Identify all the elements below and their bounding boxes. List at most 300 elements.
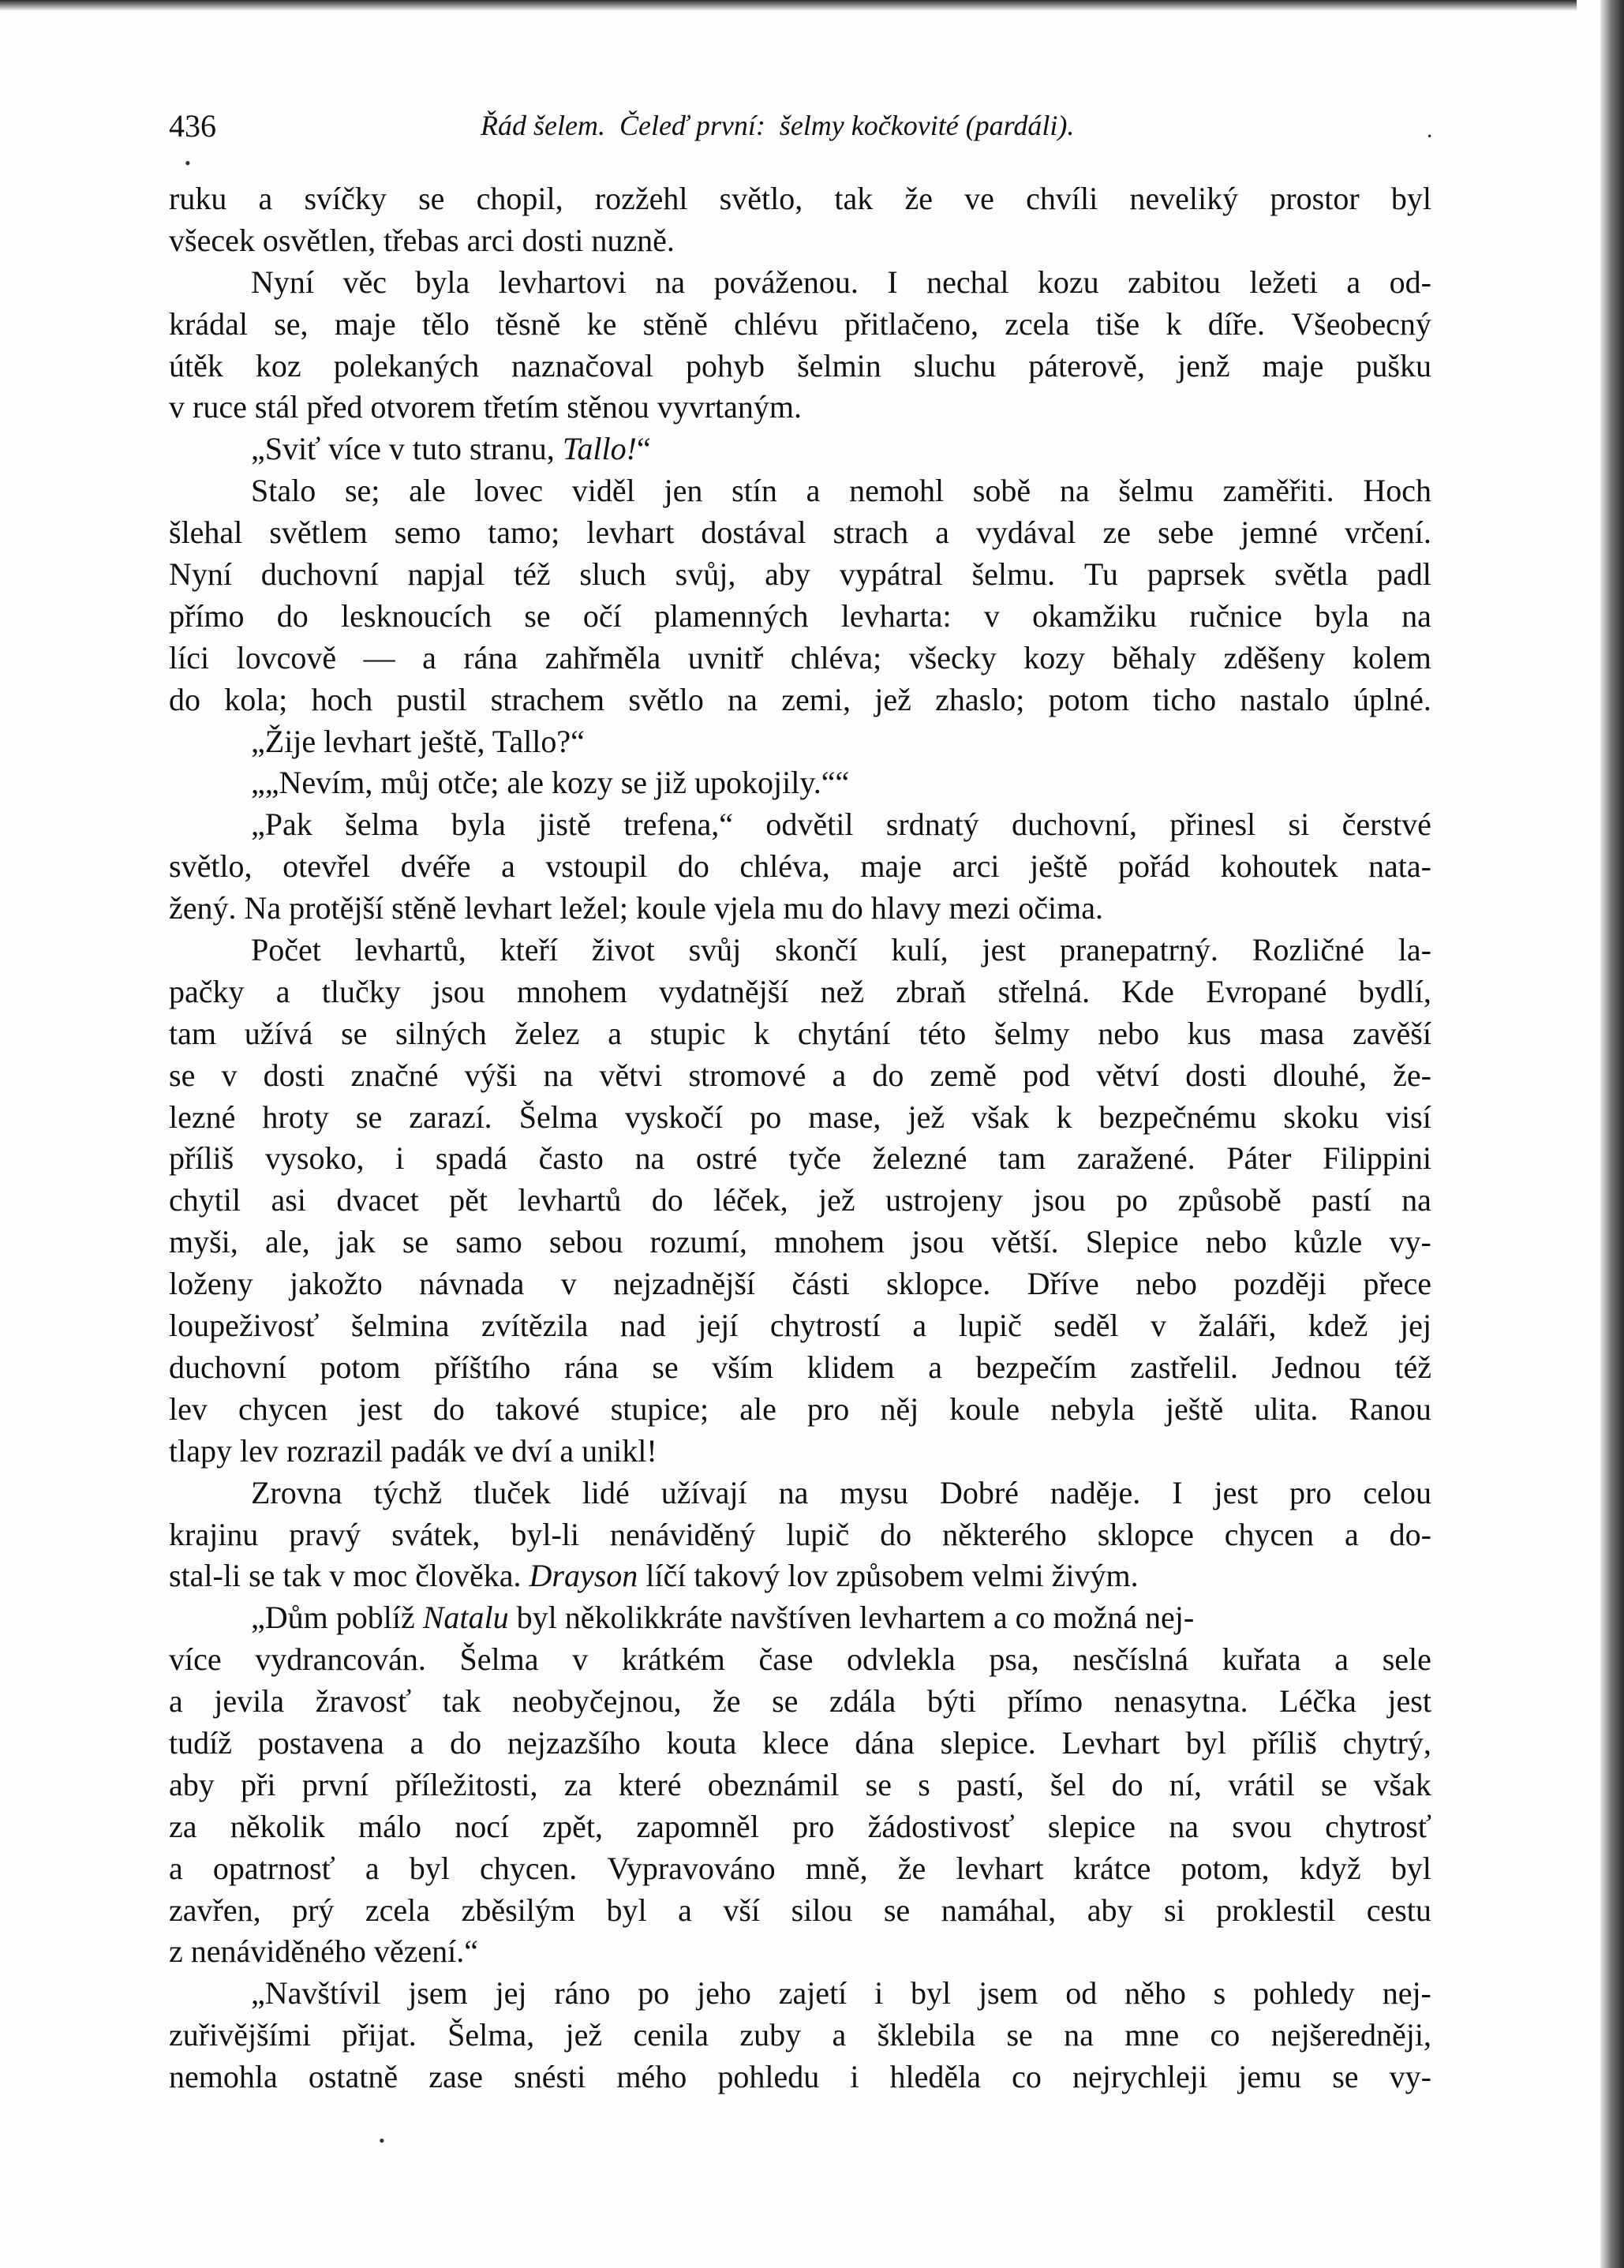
word: po bbox=[638, 1975, 670, 2012]
text-line: „„Nevím, můj otče; ale kozy se již upokojily.““ bbox=[251, 765, 850, 801]
word: zvítězila bbox=[481, 1308, 589, 1344]
word: a bbox=[608, 1015, 623, 1051]
word: při bbox=[241, 1766, 276, 1802]
word: a bbox=[935, 515, 949, 551]
word: příležitosti, bbox=[395, 1766, 538, 1802]
word: nej- bbox=[1382, 1975, 1431, 2012]
word: kola; bbox=[224, 681, 288, 717]
word: hleděla bbox=[889, 2059, 982, 2095]
word: na bbox=[728, 681, 758, 717]
word: na bbox=[634, 1140, 665, 1177]
word: líci bbox=[169, 639, 210, 676]
word: asi bbox=[271, 1182, 306, 1218]
word: zběsilým bbox=[461, 1892, 575, 1928]
word: Filippini bbox=[1323, 1140, 1431, 1177]
word: též bbox=[514, 556, 551, 593]
word: ale bbox=[409, 473, 446, 509]
word: zahřměla bbox=[544, 639, 661, 676]
word: silných bbox=[395, 1015, 487, 1051]
word: do bbox=[872, 1057, 904, 1093]
word: mého bbox=[616, 2059, 687, 2095]
italic-name: Drayson bbox=[529, 1558, 638, 1594]
word: a bbox=[1334, 1641, 1349, 1678]
word: byl bbox=[1185, 1724, 1226, 1761]
word: značné bbox=[350, 1057, 439, 1093]
word: že- bbox=[1393, 1057, 1431, 1093]
word: ležeti bbox=[1249, 264, 1318, 300]
word: lupič bbox=[958, 1308, 1022, 1344]
word: jež bbox=[818, 1182, 855, 1218]
word: nejrychleji bbox=[1072, 2059, 1208, 2095]
word: viděl bbox=[571, 473, 635, 509]
text-line: žený. Na protější stěně levhart ležel; koule vjela mu do hlavy mezi očima. bbox=[169, 890, 1104, 926]
word: jemné bbox=[1240, 515, 1318, 551]
word: se bbox=[865, 1766, 892, 1802]
word: namáhal, bbox=[941, 1892, 1057, 1928]
word: pohledu bbox=[717, 2059, 820, 2095]
word: „Pak bbox=[251, 807, 312, 843]
word: zpět, bbox=[542, 1808, 604, 1844]
word: si bbox=[1288, 807, 1310, 843]
word: cenila bbox=[633, 2017, 709, 2053]
word: ostatně bbox=[308, 2059, 399, 2095]
word: nastalo bbox=[1240, 681, 1330, 717]
word: tam bbox=[998, 1140, 1046, 1177]
word: se bbox=[524, 597, 551, 634]
text-line: z nenáviděného vězení.“ bbox=[169, 1933, 479, 1970]
word: jest bbox=[982, 932, 1027, 968]
word: zhaslo; bbox=[935, 681, 1025, 717]
word: se bbox=[402, 1224, 429, 1260]
word: levhart bbox=[956, 1850, 1044, 1886]
word: nebo bbox=[1098, 1015, 1160, 1051]
word: světlo, bbox=[719, 181, 803, 216]
word: pohyb bbox=[686, 347, 765, 384]
word: pravý bbox=[289, 1516, 361, 1552]
text-line bbox=[169, 1973, 1431, 2015]
word: a bbox=[422, 639, 436, 676]
word: do bbox=[432, 1390, 465, 1427]
word: byl-li bbox=[511, 1516, 580, 1552]
word: stín bbox=[732, 473, 777, 509]
word: život bbox=[591, 932, 655, 968]
word: sobě bbox=[972, 473, 1031, 509]
word: jest bbox=[358, 1390, 402, 1427]
word: la- bbox=[1398, 932, 1431, 968]
word: jevila bbox=[214, 1683, 285, 1720]
text-line bbox=[169, 2057, 1431, 2098]
word: na bbox=[1169, 1808, 1199, 1844]
word: tudíž bbox=[169, 1724, 232, 1761]
word: přinesl bbox=[1169, 807, 1256, 843]
word: stěně bbox=[642, 305, 708, 342]
word: nenáviděný bbox=[609, 1516, 756, 1552]
word: svůj, bbox=[675, 556, 736, 593]
word: že bbox=[904, 181, 933, 216]
word: Evropané bbox=[1206, 973, 1327, 1009]
word: Šelma, bbox=[447, 2017, 535, 2053]
word: I bbox=[887, 264, 898, 300]
word: zarazí. bbox=[409, 1098, 492, 1135]
word: chléva; bbox=[790, 639, 882, 676]
word: stromové bbox=[688, 1057, 806, 1093]
word: chléva, bbox=[739, 848, 830, 885]
word: padl bbox=[1377, 556, 1431, 593]
word: střelná. bbox=[997, 973, 1091, 1009]
word: jakožto bbox=[290, 1266, 383, 1302]
word: kteří bbox=[500, 932, 558, 968]
word: sluch bbox=[579, 556, 646, 593]
word: nejšeredněji, bbox=[1270, 2017, 1431, 2053]
text-line bbox=[169, 1890, 1431, 1932]
word: slepice. bbox=[940, 1724, 1036, 1761]
text-line bbox=[169, 554, 1431, 596]
word: jsem bbox=[978, 1975, 1038, 2012]
word: nemohla bbox=[169, 2059, 278, 2095]
word: zavřen, bbox=[169, 1892, 261, 1928]
word: k bbox=[754, 1015, 770, 1051]
word: zavěší bbox=[1353, 1015, 1431, 1051]
word: kdež bbox=[1308, 1308, 1368, 1344]
word: Hoch bbox=[1363, 473, 1431, 509]
word: některého bbox=[942, 1516, 1067, 1552]
word: pořád bbox=[1117, 848, 1191, 885]
text-line bbox=[169, 1347, 1431, 1389]
word: se bbox=[1320, 1766, 1348, 1802]
word: lesknoucích bbox=[341, 597, 492, 634]
word: i bbox=[395, 1140, 405, 1177]
word: zcela bbox=[1005, 305, 1070, 342]
word: ale, bbox=[264, 1224, 310, 1260]
word: napjal bbox=[407, 556, 485, 593]
word: očí bbox=[582, 597, 622, 634]
word: celou bbox=[1363, 1474, 1431, 1510]
word: vydrancován. bbox=[255, 1641, 426, 1678]
word: nejzadnější bbox=[613, 1266, 756, 1302]
word: do bbox=[169, 681, 200, 717]
word: se bbox=[1332, 2059, 1359, 2095]
word: zapomněl bbox=[636, 1808, 759, 1844]
word: jej bbox=[1399, 1308, 1431, 1344]
word: opatrnosť bbox=[212, 1850, 335, 1886]
word: zajetí bbox=[778, 1975, 848, 2012]
word: sele bbox=[1382, 1641, 1431, 1678]
word: odvětil bbox=[765, 807, 854, 843]
text-line bbox=[169, 1305, 1431, 1347]
word: ve bbox=[964, 181, 994, 216]
word: nechal bbox=[926, 264, 1009, 300]
word: se; bbox=[344, 473, 380, 509]
word: Všeobecný bbox=[1291, 305, 1431, 342]
word: „Navštívil bbox=[251, 1975, 381, 2012]
text-line bbox=[169, 1138, 1431, 1180]
word: vrčení. bbox=[1344, 515, 1431, 551]
word: mase, bbox=[808, 1098, 881, 1135]
word: vy- bbox=[1389, 1224, 1431, 1260]
word: prý bbox=[292, 1892, 335, 1928]
text-segment: “ bbox=[636, 431, 651, 467]
word: dvéře bbox=[400, 848, 471, 885]
word: čerstvé bbox=[1341, 807, 1431, 843]
word: psa, bbox=[989, 1641, 1039, 1678]
word: které bbox=[618, 1766, 682, 1802]
word: nebyla bbox=[1050, 1390, 1135, 1427]
word: ke bbox=[586, 305, 617, 342]
word: pět bbox=[449, 1182, 488, 1218]
word: svůj bbox=[688, 932, 742, 968]
word: šklebila bbox=[877, 2017, 976, 2053]
word: sebou bbox=[549, 1224, 623, 1260]
word: pustil bbox=[396, 681, 467, 717]
word: aby bbox=[169, 1766, 215, 1802]
word: želez bbox=[515, 1015, 580, 1051]
word: od- bbox=[1389, 264, 1431, 300]
word: do bbox=[450, 1724, 482, 1761]
word: spadá bbox=[435, 1140, 507, 1177]
word: něho bbox=[1124, 1975, 1186, 2012]
word: se bbox=[355, 1098, 383, 1135]
word: Slepice bbox=[1085, 1224, 1179, 1260]
word: že bbox=[897, 1850, 926, 1886]
word: neveliký bbox=[1129, 181, 1239, 216]
word: hoch bbox=[311, 681, 373, 717]
word: co bbox=[1012, 2059, 1042, 2095]
word: tiše bbox=[1095, 305, 1140, 342]
word: na bbox=[1059, 473, 1090, 509]
word: nesčíslná bbox=[1072, 1641, 1189, 1678]
word: nemohl bbox=[849, 473, 945, 509]
word: postavena bbox=[257, 1724, 384, 1761]
word: krátkém bbox=[621, 1641, 725, 1678]
word: krátce bbox=[1073, 1850, 1151, 1886]
word: Kde bbox=[1121, 973, 1174, 1009]
word: po bbox=[1116, 1182, 1148, 1218]
word: a bbox=[678, 1892, 692, 1928]
word: zabitou bbox=[1128, 264, 1221, 300]
word: v bbox=[572, 1641, 589, 1678]
word: Dobré bbox=[939, 1474, 1019, 1510]
word: zastřelil. bbox=[1130, 1349, 1238, 1385]
word: lev bbox=[169, 1390, 208, 1427]
word: příliš bbox=[1252, 1724, 1317, 1761]
running-title: Řád šelem. Čeleď první: šelmy kočkovité (pardáli). bbox=[481, 110, 1075, 141]
word: často bbox=[538, 1140, 604, 1177]
word: na bbox=[778, 1474, 809, 1510]
text-line bbox=[169, 596, 1431, 638]
text-line bbox=[169, 1597, 1431, 1639]
word: a bbox=[410, 1724, 425, 1761]
word: chycen. bbox=[480, 1850, 578, 1886]
body-text bbox=[169, 178, 1431, 2098]
word: bezpečím bbox=[975, 1349, 1097, 1385]
word: a bbox=[928, 1349, 942, 1385]
text-line bbox=[169, 679, 1431, 721]
word: šelmina bbox=[350, 1308, 450, 1344]
word: přímo bbox=[169, 597, 245, 634]
word: zuby bbox=[739, 2017, 802, 2053]
word: odvlekla bbox=[847, 1641, 956, 1678]
word: mnohem bbox=[774, 1224, 885, 1260]
word: části bbox=[791, 1266, 850, 1302]
text-segment: stal-li se tak v moc člověka. bbox=[169, 1558, 529, 1594]
word: vrátil bbox=[1228, 1766, 1295, 1802]
print-speck: • bbox=[379, 2131, 385, 2150]
word: jest bbox=[1387, 1683, 1431, 1720]
word: pováženou. bbox=[713, 264, 859, 300]
word: lovcově bbox=[236, 639, 337, 676]
word: seděl bbox=[1053, 1308, 1119, 1344]
word: byl bbox=[911, 1975, 952, 2012]
word: neobyčejnou, bbox=[512, 1683, 682, 1720]
text-line: tlapy lev rozrazil padák ve dví a unikl! bbox=[169, 1432, 657, 1469]
word: levhartovi bbox=[498, 264, 627, 300]
word: Počet bbox=[251, 932, 321, 968]
word: do bbox=[677, 848, 709, 885]
text-line bbox=[169, 1514, 1431, 1556]
word: jak bbox=[336, 1224, 376, 1260]
word: nad bbox=[619, 1308, 666, 1344]
word: než bbox=[820, 973, 865, 1009]
word: do- bbox=[1389, 1516, 1431, 1552]
word: duchovní, bbox=[1012, 807, 1137, 843]
word: ní, bbox=[1169, 1766, 1202, 1802]
word: dlouhé, bbox=[1273, 1057, 1367, 1093]
word: polekaných bbox=[333, 347, 480, 384]
word: Rozličné bbox=[1252, 932, 1364, 968]
word: žaláři, bbox=[1198, 1308, 1277, 1344]
word: vším bbox=[712, 1349, 774, 1385]
word: vy- bbox=[1389, 2059, 1431, 2095]
word: na bbox=[1064, 2017, 1094, 2053]
word: zděšeny bbox=[1223, 639, 1326, 676]
word: se bbox=[772, 1683, 799, 1720]
word: větvi bbox=[599, 1057, 663, 1093]
word: s bbox=[918, 1766, 930, 1802]
word: zbraň bbox=[896, 973, 967, 1009]
text-line: „Žije levhart ještě, Tallo?“ bbox=[251, 723, 585, 759]
word: že bbox=[713, 1683, 741, 1720]
word: aby bbox=[765, 556, 810, 593]
text-line bbox=[169, 262, 1431, 304]
word: loženy bbox=[169, 1266, 253, 1302]
page-header bbox=[169, 107, 1434, 149]
italic-name: Tallo! bbox=[562, 431, 637, 467]
word: tak bbox=[834, 181, 874, 216]
word: jsou bbox=[911, 1224, 964, 1260]
word: šelmin bbox=[797, 347, 881, 384]
word: prostor bbox=[1270, 181, 1360, 216]
word: šelma bbox=[345, 807, 419, 843]
word: ostré bbox=[695, 1140, 758, 1177]
word: zaměřiti. bbox=[1222, 473, 1334, 509]
word: mně, bbox=[805, 1850, 868, 1886]
word: rána bbox=[563, 1349, 619, 1385]
word: potom, bbox=[1181, 1850, 1270, 1886]
word: pranepatrný. bbox=[1059, 932, 1218, 968]
word: pastí, bbox=[956, 1766, 1024, 1802]
text-line bbox=[169, 1180, 1431, 1222]
word: svíčky bbox=[304, 181, 387, 216]
word: však bbox=[1373, 1766, 1431, 1802]
word: příštího bbox=[434, 1349, 531, 1385]
word: když bbox=[1299, 1850, 1361, 1886]
word: zdála bbox=[829, 1683, 896, 1720]
word: duchovní bbox=[260, 556, 379, 593]
word: vyskočí bbox=[624, 1098, 724, 1135]
text-line bbox=[169, 429, 1431, 470]
word: od bbox=[1065, 1975, 1098, 2012]
word: Jednou bbox=[1271, 1349, 1361, 1385]
text-line bbox=[169, 178, 1431, 220]
word: běhaly bbox=[1112, 639, 1197, 676]
word: dána bbox=[855, 1724, 915, 1761]
word: Stalo bbox=[251, 473, 316, 509]
word: kus bbox=[1187, 1015, 1232, 1051]
word: se bbox=[418, 181, 445, 216]
word: chycen bbox=[1224, 1516, 1315, 1552]
word: co bbox=[1210, 2017, 1240, 2053]
word: pačky bbox=[169, 973, 245, 1009]
word: okamžiku bbox=[1032, 597, 1157, 634]
word: krajinu bbox=[169, 1516, 259, 1552]
word: kolem bbox=[1352, 639, 1431, 676]
text-segment: „Sviť více v tuto stranu, bbox=[251, 431, 563, 467]
word: chytrý, bbox=[1342, 1724, 1431, 1761]
word: koz bbox=[255, 347, 301, 384]
word: byl bbox=[1390, 1850, 1431, 1886]
word: dosti bbox=[263, 1057, 325, 1093]
word: tamo; bbox=[488, 515, 560, 551]
word: všecky bbox=[908, 639, 997, 676]
text-line: v ruce stál před otvorem třetím stěnou vyvrtaným. bbox=[169, 389, 803, 425]
word: jež bbox=[874, 681, 911, 717]
word: vydával bbox=[975, 515, 1076, 551]
word: chytrosť bbox=[1325, 1808, 1431, 1844]
word: levhartů, bbox=[354, 932, 466, 968]
word: samo bbox=[455, 1224, 522, 1260]
word: kohoutek bbox=[1220, 848, 1338, 885]
word: chytání bbox=[797, 1015, 891, 1051]
word: lezné bbox=[169, 1098, 236, 1135]
word: Šelma bbox=[459, 1641, 539, 1678]
word: strach bbox=[833, 515, 909, 551]
word: a bbox=[1344, 1516, 1359, 1552]
word: přímo bbox=[1007, 1683, 1083, 1720]
word: sebe bbox=[1158, 515, 1214, 551]
word: světlo, bbox=[169, 848, 253, 885]
word: ze bbox=[1102, 515, 1132, 551]
word: byl bbox=[606, 1892, 647, 1928]
word: tělo bbox=[421, 305, 470, 342]
word: lupič bbox=[786, 1516, 850, 1552]
word: příliš bbox=[169, 1140, 234, 1177]
word: na bbox=[1401, 597, 1431, 634]
word: trefena,“ bbox=[623, 807, 733, 843]
word: přitlačeno, bbox=[844, 305, 979, 342]
word: a bbox=[832, 2017, 847, 2053]
word: masa bbox=[1259, 1015, 1325, 1051]
text-line bbox=[169, 846, 1431, 888]
word: chytil bbox=[169, 1182, 241, 1218]
word: Nyní bbox=[169, 556, 232, 593]
text-line bbox=[169, 1222, 1431, 1263]
word: v bbox=[1150, 1308, 1166, 1344]
word: Léčka bbox=[1279, 1683, 1356, 1720]
word: a bbox=[275, 973, 290, 1009]
word: jen bbox=[664, 473, 703, 509]
word: potom bbox=[1048, 681, 1129, 717]
text-segment: byl několikkráte navštíven levhartem a co možná nej- bbox=[508, 1600, 1195, 1636]
